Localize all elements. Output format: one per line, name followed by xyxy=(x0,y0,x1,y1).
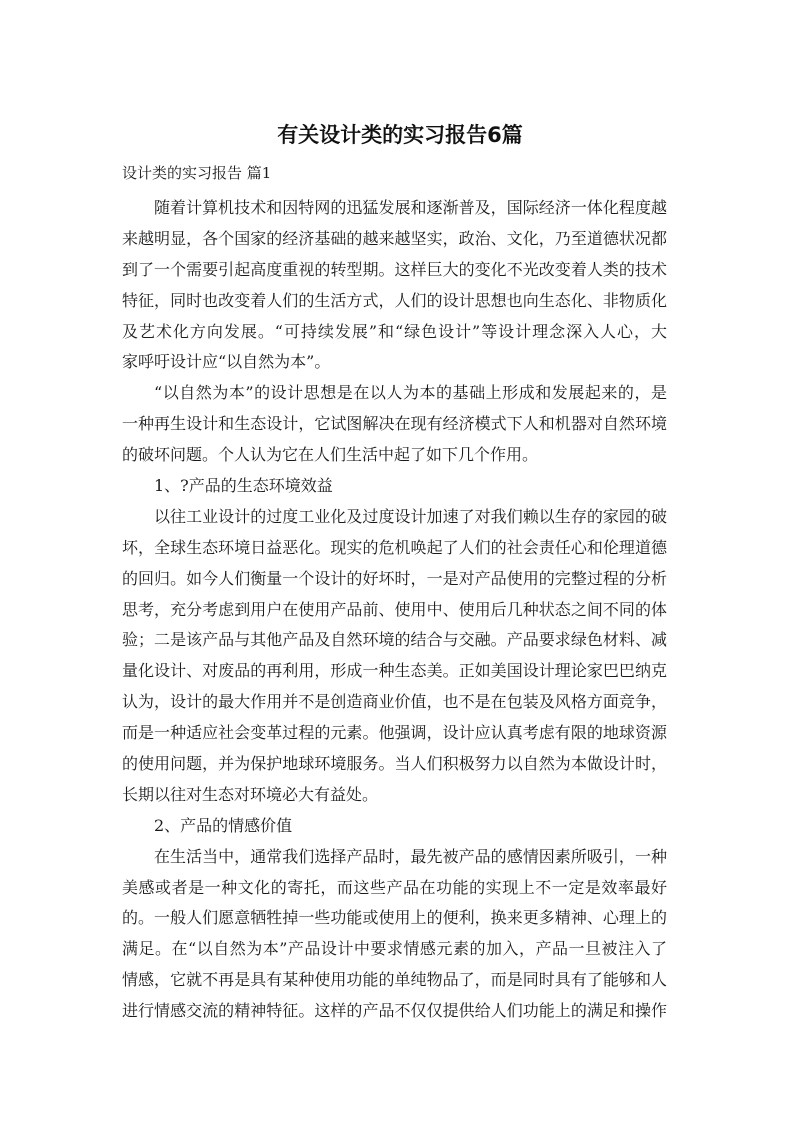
text-line: 的破坏问题。个人认为它在人们生活中起了如下几个作用。 xyxy=(122,445,539,465)
text-line: 认为，设计的最大作用并不是创造商业价值，也不是在包装及风格方面竞争， xyxy=(122,692,667,712)
section-heading: 1、?产品的生态环境效益 xyxy=(154,476,333,496)
text-line: “以自然为本”的设计思想是在以人为本的基础上形成和发展起来的，是 xyxy=(154,383,667,403)
text-line: 特征，同时也改变着人们的生活方式，人们的设计思想也向生态化、非物质化 xyxy=(122,290,667,310)
section-heading: 2、产品的情感价值 xyxy=(154,815,293,835)
text-line: 的使用问题，并为保护地球环境服务。当人们积极努力以自然为本做设计时， xyxy=(122,754,667,774)
document-body xyxy=(122,193,667,1027)
text-line: 坏，全球生态环境日益恶化。现实的危机唤起了人们的社会责任心和伦理道德 xyxy=(122,537,667,557)
text-line: 及艺术化方向发展。“可持续发展”和“绿色设计”等设计理念深入人心，大 xyxy=(122,321,667,341)
text-line: 美感或者是一种文化的寄托，而这些产品在功能的实现上不一定是效率最好 xyxy=(122,877,667,897)
text-line: 满足。在“以自然为本”产品设计中要求情感元素的加入，产品一旦被注入了 xyxy=(122,939,667,959)
text-line: 量化设计、对废品的再利用，形成一种生态美。正如美国设计理论家巴巴纳克 xyxy=(122,661,667,681)
text-line: 长期以往对生态对环境必大有益处。 xyxy=(122,784,379,804)
text-line: 验；二是该产品与其他产品及自然环境的结合与交融。产品要求绿色材料、减 xyxy=(122,630,667,650)
text-line: 进行情感交流的精神特征。这样的产品不仅仅提供给人们功能上的满足和操作 xyxy=(122,1001,667,1021)
text-line: 到了一个需要引起高度重视的转型期。这样巨大的变化不光改变着人类的技术 xyxy=(122,259,667,279)
text-line: 情感，它就不再是具有某种使用功能的单纯物品了，而是同时具有了能够和人 xyxy=(122,970,667,990)
text-line: 在生活当中，通常我们选择产品时，最先被产品的感情因素所吸引，一种 xyxy=(154,846,667,866)
section-subtitle: 设计类的实习报告 篇1 xyxy=(122,164,272,182)
text-line: 以往工业设计的过度工业化及过度设计加速了对我们赖以生存的家园的破 xyxy=(154,506,667,526)
document-title: 有关设计类的实习报告6篇 xyxy=(277,123,523,147)
text-line: 家呼吁设计应“以自然为本”。 xyxy=(122,352,331,372)
text-line: 思考，充分考虑到用户在使用产品前、使用中、使用后几种状态之间不同的体 xyxy=(122,599,667,619)
text-line: 一种再生设计和生态设计，它试图解决在现有经济模式下人和机器对自然环境 xyxy=(122,414,667,434)
text-line: 来越明显，各个国家的经济基础的越来越坚实，政治、文化，乃至道德状况都 xyxy=(122,228,667,248)
text-line: 而是一种适应社会变革过程的元素。他强调，设计应认真考虑有限的地球资源 xyxy=(122,723,667,743)
text-line: 随着计算机技术和因特网的迅猛发展和逐渐普及，国际经济一体化程度越 xyxy=(154,198,667,217)
text-line: 的。一般人们愿意牺牲掉一些功能或使用上的便利，换来更多精神、心理上的 xyxy=(122,908,667,928)
text-line: 的回归。如今人们衡量一个设计的好坏时，一是对产品使用的完整过程的分析 xyxy=(122,568,667,588)
